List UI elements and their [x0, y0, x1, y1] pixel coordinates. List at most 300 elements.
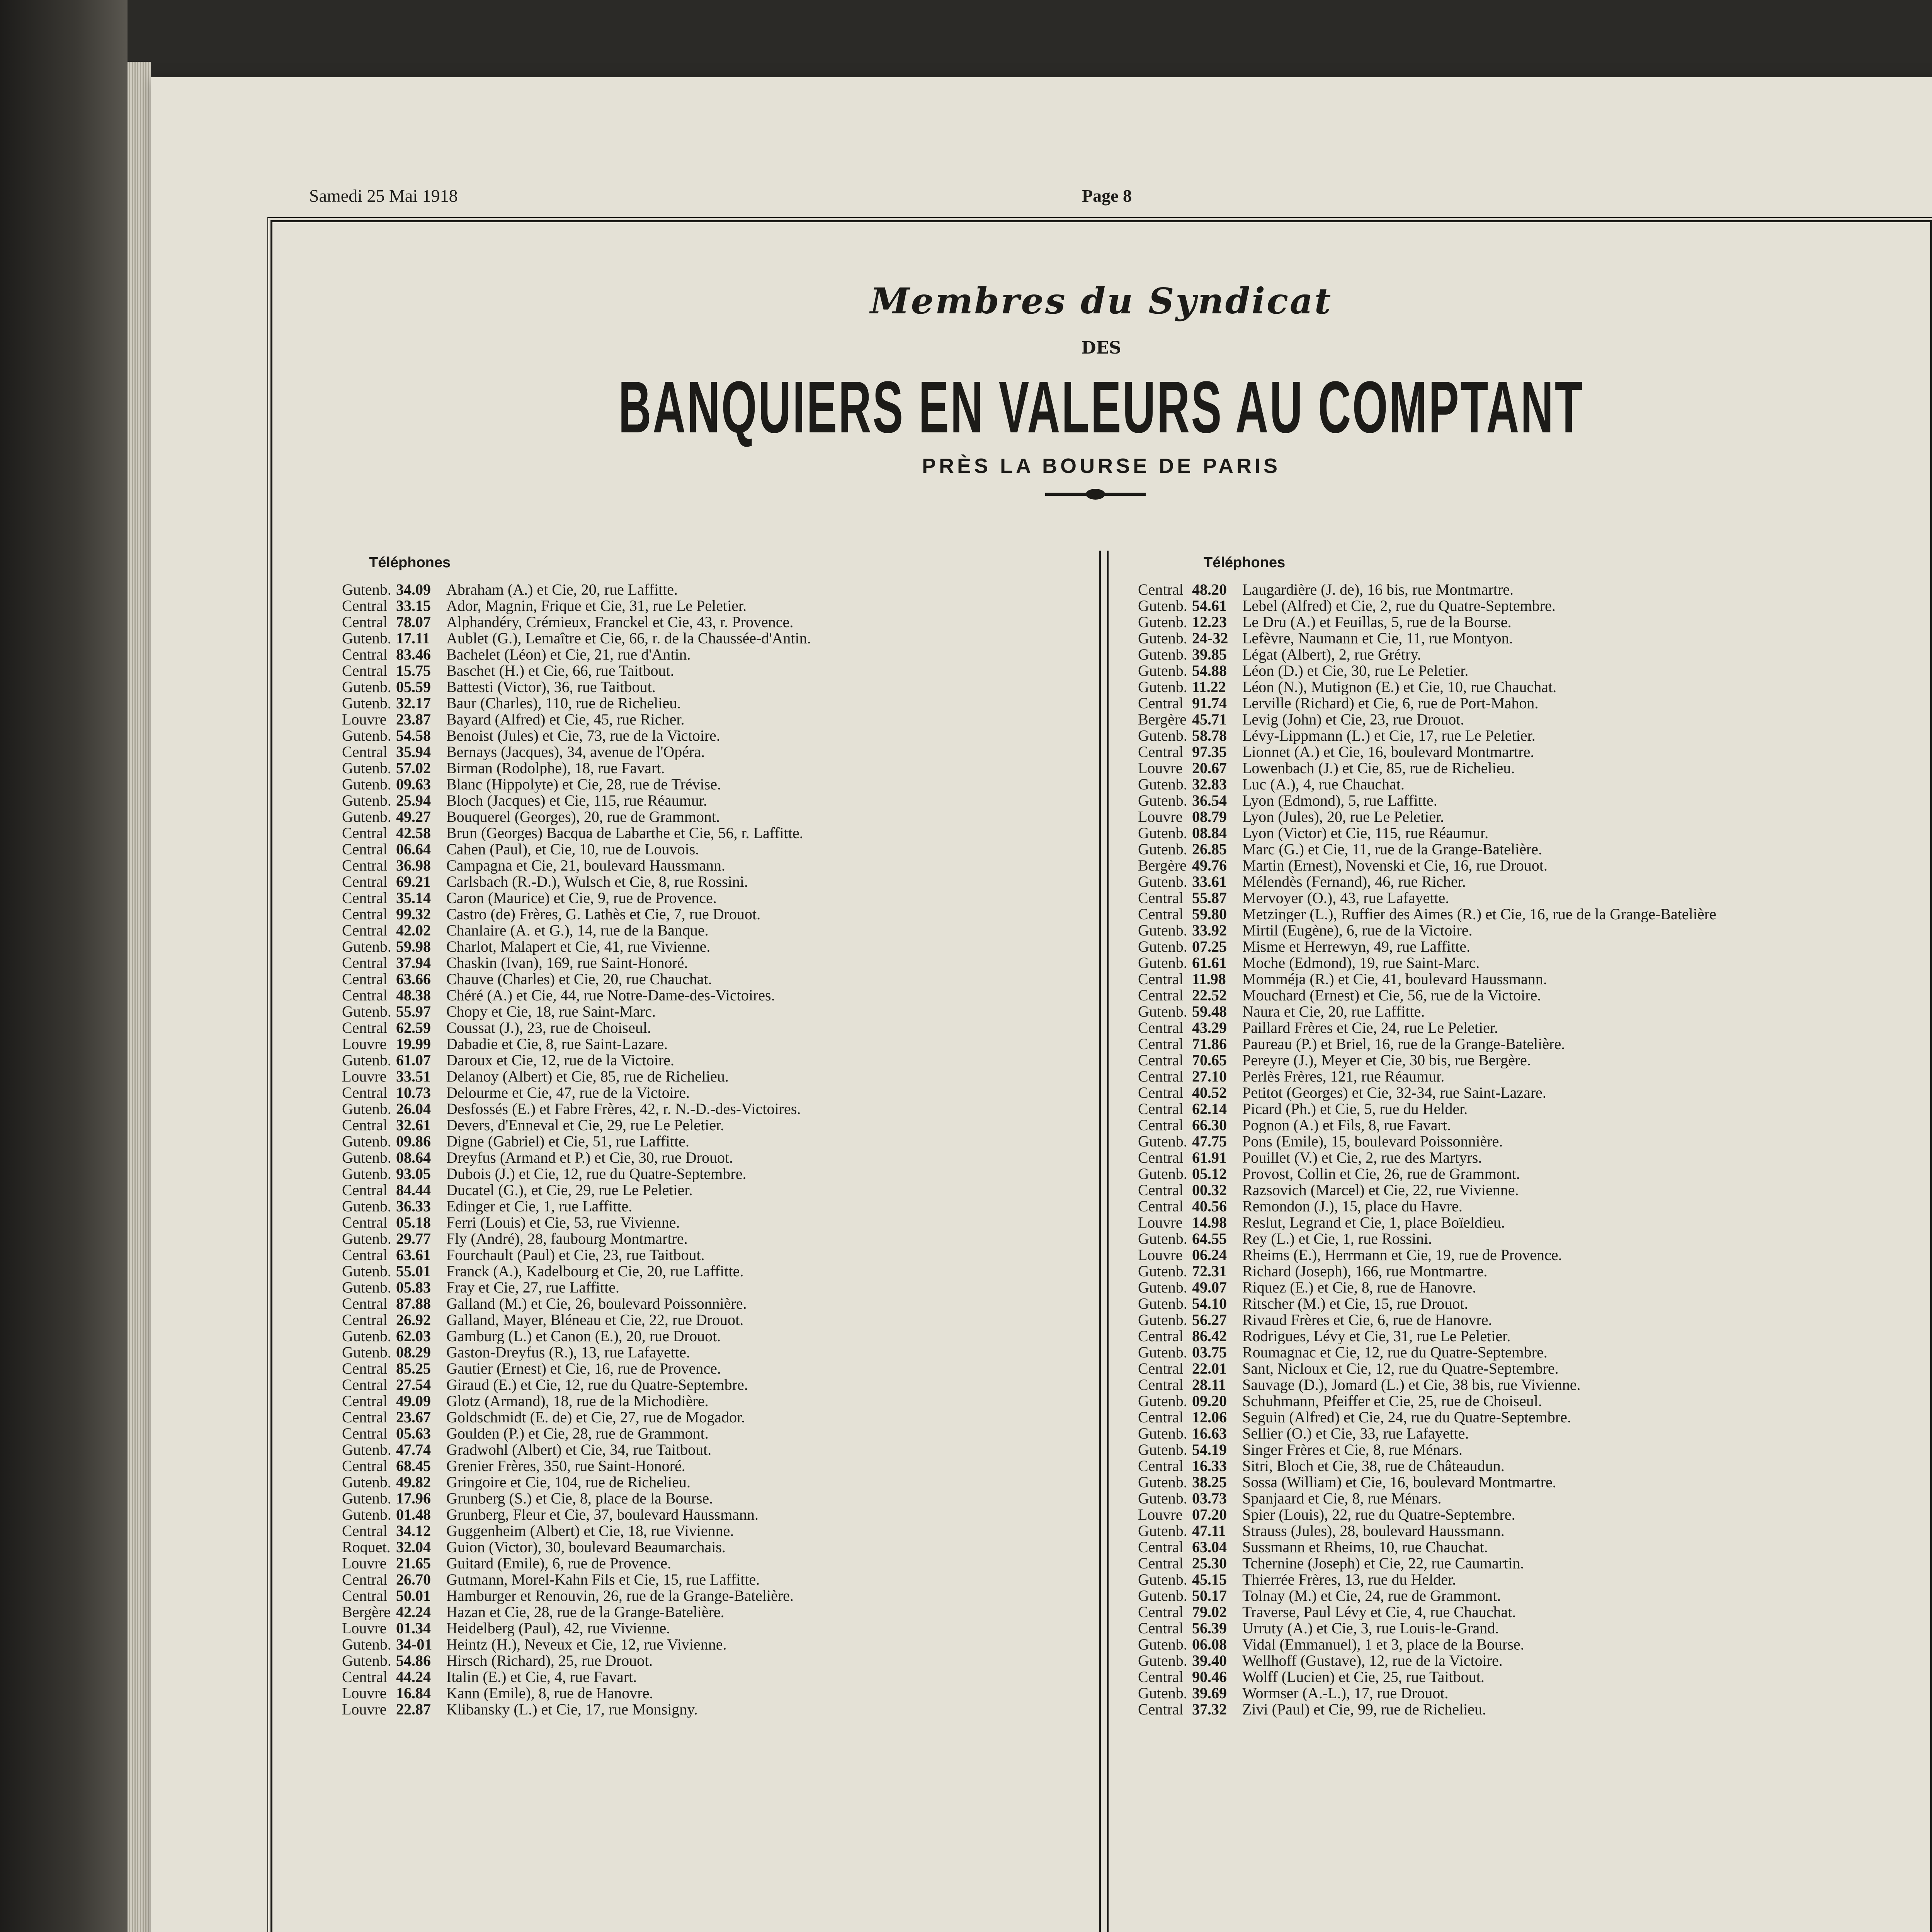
- member-entry: Misme et Herrewyn, 49, rue Laffitte.: [1242, 939, 1471, 955]
- member-entry: Charlot, Malapert et Cie, 41, rue Vivienne.: [446, 939, 711, 955]
- member-phone: 40.56: [1192, 1198, 1227, 1214]
- member-entry: Remondon (J.), 15, place du Havre.: [1242, 1198, 1463, 1214]
- member-row: [1138, 1377, 1922, 1393]
- member-exchange: Gutenb.: [1138, 1312, 1187, 1328]
- member-entry: Lerville (Richard) et Cie, 6, rue de Port-Mahon.: [1242, 695, 1539, 711]
- member-exchange: Gutenb.: [342, 1279, 391, 1296]
- member-phone: 37.94: [396, 955, 431, 971]
- member-exchange: Central: [1138, 1182, 1184, 1198]
- member-phone: 28.11: [1192, 1377, 1226, 1393]
- member-exchange: Central: [1138, 906, 1184, 922]
- members-list-left: [342, 582, 1088, 1718]
- member-row: [342, 1588, 1088, 1604]
- member-exchange: Gutenb.: [342, 728, 391, 744]
- member-row: [342, 906, 1088, 922]
- member-exchange: Central: [342, 1020, 388, 1036]
- member-phone: 29.77: [396, 1231, 431, 1247]
- member-row: [1138, 955, 1922, 971]
- member-phone: 85.25: [396, 1361, 431, 1377]
- member-entry: Ritscher (M.) et Cie, 15, rue Drouot.: [1242, 1296, 1468, 1312]
- member-phone: 01.34: [396, 1620, 431, 1636]
- member-entry: Gamburg (L.) et Canon (E.), 20, rue Drouot.: [446, 1328, 721, 1344]
- member-entry: Levig (John) et Cie, 23, rue Drouot.: [1242, 711, 1464, 728]
- member-entry: Guion (Victor), 30, boulevard Beaumarchais.: [446, 1539, 726, 1555]
- member-row: [342, 1409, 1088, 1425]
- member-entry: Paureau (P.) et Briel, 16, rue de la Grange-Batelière.: [1242, 1036, 1565, 1052]
- member-entry: Pognon (A.) et Fils, 8, rue Favart.: [1242, 1117, 1451, 1133]
- member-phone: 03.73: [1192, 1490, 1227, 1507]
- member-exchange: Gutenb.: [1138, 1588, 1187, 1604]
- member-entry: Giraud (E.) et Cie, 12, rue du Quatre-Septembre.: [446, 1377, 748, 1393]
- member-row: [342, 582, 1088, 598]
- member-entry: Ducatel (G.), et Cie, 29, rue Le Peletier.: [446, 1182, 693, 1198]
- member-row: [342, 1166, 1088, 1182]
- member-exchange: Gutenb.: [342, 1263, 391, 1279]
- member-exchange: Central: [342, 955, 388, 971]
- member-row: [342, 1361, 1088, 1377]
- member-exchange: Gutenb.: [1138, 1133, 1187, 1150]
- member-phone: 36.54: [1192, 793, 1227, 809]
- member-entry: Castro (de) Frères, G. Lathès et Cie, 7, rue Drouot.: [446, 906, 761, 922]
- member-exchange: Central: [342, 1523, 388, 1539]
- member-exchange: Gutenb.: [342, 1328, 391, 1344]
- member-exchange: Bergère: [1138, 711, 1187, 728]
- member-row: [342, 1669, 1088, 1685]
- member-entry: Hazan et Cie, 28, rue de la Grange-Batelière.: [446, 1604, 724, 1620]
- member-phone: 79.02: [1192, 1604, 1227, 1620]
- member-row: [1138, 1361, 1922, 1377]
- member-exchange: Gutenb.: [1138, 728, 1187, 744]
- member-exchange: Louvre: [342, 1068, 387, 1085]
- member-row: [1138, 679, 1922, 695]
- member-row: [342, 1101, 1088, 1117]
- member-exchange: Central: [1138, 971, 1184, 987]
- member-phone: 86.42: [1192, 1328, 1227, 1344]
- member-phone: 50.01: [396, 1588, 431, 1604]
- member-exchange: Central: [342, 906, 388, 922]
- member-entry: Guitard (Emile), 6, rue de Provence.: [446, 1555, 672, 1571]
- member-entry: Bachelet (Léon) et Cie, 21, rue d'Antin.: [446, 646, 691, 663]
- member-entry: Goulden (P.) et Cie, 28, rue de Grammont.: [446, 1425, 709, 1442]
- member-entry: Lebel (Alfred) et Cie, 2, rue du Quatre-Septembre.: [1242, 598, 1556, 614]
- member-phone: 49.82: [396, 1474, 431, 1490]
- member-exchange: Gutenb.: [342, 1231, 391, 1247]
- member-phone: 97.35: [1192, 744, 1227, 760]
- member-entry: Vidal (Emmanuel), 1 et 3, place de la Bourse.: [1242, 1636, 1524, 1653]
- member-entry: Léon (D.) et Cie, 30, rue Le Peletier.: [1242, 663, 1469, 679]
- member-row: [1138, 939, 1922, 955]
- member-row: [1138, 1490, 1922, 1507]
- member-row: [342, 695, 1088, 711]
- member-exchange: Central: [1138, 744, 1184, 760]
- member-phone: 62.03: [396, 1328, 431, 1344]
- member-exchange: Central: [1138, 1036, 1184, 1052]
- member-exchange: Gutenb.: [342, 776, 391, 793]
- member-row: [1138, 1101, 1922, 1117]
- member-exchange: Central: [1138, 1052, 1184, 1068]
- member-phone: 47.75: [1192, 1133, 1227, 1150]
- member-phone: 54.10: [1192, 1296, 1227, 1312]
- member-row: [1138, 695, 1922, 711]
- member-phone: 25.30: [1192, 1555, 1227, 1571]
- member-phone: 16.33: [1192, 1458, 1227, 1474]
- member-phone: 25.94: [396, 793, 431, 809]
- member-entry: Battesti (Victor), 36, rue Taitbout.: [446, 679, 656, 695]
- member-row: [1138, 971, 1922, 987]
- member-row: [342, 1344, 1088, 1361]
- member-entry: Provost, Collin et Cie, 26, rue de Grammont.: [1242, 1166, 1520, 1182]
- member-entry: Bouquerel (Georges), 20, rue de Grammont.: [446, 809, 720, 825]
- member-phone: 39.85: [1192, 646, 1227, 663]
- member-exchange: Gutenb.: [342, 1166, 391, 1182]
- member-row: [1138, 1701, 1922, 1718]
- member-exchange: Louvre: [1138, 760, 1183, 776]
- member-exchange: Central: [342, 971, 388, 987]
- member-entry: Légat (Albert), 2, rue Grétry.: [1242, 646, 1421, 663]
- member-exchange: Gutenb.: [342, 1344, 391, 1361]
- member-row: [342, 1296, 1088, 1312]
- member-phone: 68.45: [396, 1458, 431, 1474]
- member-phone: 49.76: [1192, 857, 1227, 874]
- member-row: [342, 1231, 1088, 1247]
- member-row: [342, 776, 1088, 793]
- column-divider: [1107, 551, 1109, 1932]
- member-phone: 71.86: [1192, 1036, 1227, 1052]
- member-phone: 17.11: [396, 630, 430, 646]
- member-row: [342, 1279, 1088, 1296]
- member-entry: Gutmann, Morel-Kahn Fils et Cie, 15, rue Laffitte.: [446, 1571, 760, 1588]
- member-entry: Bayard (Alfred) et Cie, 45, rue Richer.: [446, 711, 685, 728]
- member-entry: Devers, d'Enneval et Cie, 29, rue Le Peletier.: [446, 1117, 724, 1133]
- member-entry: Seguin (Alfred) et Cie, 24, rue du Quatre-Septembre.: [1242, 1409, 1571, 1425]
- member-phone: 59.80: [1192, 906, 1227, 922]
- telephones-label-left: Téléphones: [369, 554, 451, 571]
- member-phone: 06.64: [396, 841, 431, 857]
- member-exchange: Gutenb.: [342, 1150, 391, 1166]
- member-row: [1138, 1344, 1922, 1361]
- member-row: [1138, 646, 1922, 663]
- member-exchange: Louvre: [342, 1620, 387, 1636]
- member-exchange: Gutenb.: [1138, 1442, 1187, 1458]
- member-entry: Desfossés (E.) et Fabre Frères, 42, r. N.-D.-des-Victoires.: [446, 1101, 801, 1117]
- member-phone: 09.86: [396, 1133, 431, 1150]
- column-divider: [1099, 551, 1101, 1932]
- member-exchange: Central: [1138, 1701, 1184, 1718]
- member-entry: Digne (Gabriel) et Cie, 51, rue Laffitte.: [446, 1133, 690, 1150]
- member-phone: 49.07: [1192, 1279, 1227, 1296]
- member-phone: 16.84: [396, 1685, 431, 1701]
- member-exchange: Central: [1138, 1409, 1184, 1425]
- member-entry: Le Dru (A.) et Feuillas, 5, rue de la Bourse.: [1242, 614, 1512, 630]
- member-entry: Spier (Louis), 22, rue du Quatre-Septembre.: [1242, 1507, 1515, 1523]
- member-phone: 56.27: [1192, 1312, 1227, 1328]
- member-entry: Mervoyer (O.), 43, rue Lafayette.: [1242, 890, 1449, 906]
- member-phone: 26.85: [1192, 841, 1227, 857]
- member-phone: 01.48: [396, 1507, 431, 1523]
- member-row: [1138, 825, 1922, 841]
- member-entry: Gradwohl (Albert) et Cie, 34, rue Taitbout.: [446, 1442, 712, 1458]
- member-row: [342, 1653, 1088, 1669]
- member-exchange: Central: [1138, 1669, 1184, 1685]
- member-entry: Heidelberg (Paul), 42, rue Vivienne.: [446, 1620, 670, 1636]
- member-entry: Mélendès (Fernand), 46, rue Richer.: [1242, 874, 1466, 890]
- member-entry: Lyon (Jules), 20, rue Le Peletier.: [1242, 809, 1444, 825]
- member-phone: 22.87: [396, 1701, 431, 1718]
- member-phone: 34.09: [396, 582, 431, 598]
- member-exchange: Gutenb.: [1138, 614, 1187, 630]
- member-entry: Glotz (Armand), 18, rue de la Michodière.: [446, 1393, 709, 1409]
- member-phone: 19.99: [396, 1036, 431, 1052]
- member-row: [1138, 1685, 1922, 1701]
- member-entry: Paillard Frères et Cie, 24, rue Le Peletier.: [1242, 1020, 1498, 1036]
- member-row: [342, 1620, 1088, 1636]
- member-exchange: Louvre: [342, 1685, 387, 1701]
- member-entry: Lyon (Victor) et Cie, 115, rue Réaumur.: [1242, 825, 1489, 841]
- member-row: [342, 1539, 1088, 1555]
- member-row: [1138, 711, 1922, 728]
- member-entry: Hamburger et Renouvin, 26, rue de la Grange-Batelière.: [446, 1588, 794, 1604]
- member-phone: 84.44: [396, 1182, 431, 1198]
- member-row: [342, 1182, 1088, 1198]
- member-entry: Richard (Joseph), 166, rue Montmartre.: [1242, 1263, 1488, 1279]
- member-phone: 42.24: [396, 1604, 431, 1620]
- member-row: [342, 1685, 1088, 1701]
- member-row: [1138, 1068, 1922, 1085]
- member-row: [342, 711, 1088, 728]
- member-entry: Edinger et Cie, 1, rue Laffitte.: [446, 1198, 633, 1214]
- member-entry: Delanoy (Albert) et Cie, 85, rue de Richelieu.: [446, 1068, 729, 1085]
- member-row: [342, 1571, 1088, 1588]
- member-exchange: Gutenb.: [1138, 1636, 1187, 1653]
- member-exchange: Central: [342, 1361, 388, 1377]
- member-phone: 44.24: [396, 1669, 431, 1685]
- member-phone: 33.15: [396, 598, 431, 614]
- member-exchange: Central: [342, 663, 388, 679]
- member-row: [1138, 857, 1922, 874]
- member-exchange: Central: [342, 1214, 388, 1231]
- member-entry: Luc (A.), 4, rue Chauchat.: [1242, 776, 1405, 793]
- member-row: [342, 679, 1088, 695]
- member-phone: 14.98: [1192, 1214, 1227, 1231]
- member-entry: Wolff (Lucien) et Cie, 25, rue Taitbout.: [1242, 1669, 1485, 1685]
- member-row: [342, 1393, 1088, 1409]
- member-entry: Rodrigues, Lévy et Cie, 31, rue Le Peletier.: [1242, 1328, 1511, 1344]
- member-phone: 23.67: [396, 1409, 431, 1425]
- member-phone: 05.83: [396, 1279, 431, 1296]
- member-phone: 55.87: [1192, 890, 1227, 906]
- member-entry: Sitri, Bloch et Cie, 38, rue de Châteaudun.: [1242, 1458, 1505, 1474]
- member-phone: 70.65: [1192, 1052, 1227, 1068]
- member-exchange: Central: [1138, 1085, 1184, 1101]
- member-row: [342, 971, 1088, 987]
- member-exchange: Central: [1138, 987, 1184, 1003]
- member-exchange: Central: [342, 1085, 388, 1101]
- member-entry: Aublet (G.), Lemaître et Cie, 66, r. de la Chaussée-d'Antin.: [446, 630, 811, 646]
- member-exchange: Gutenb.: [1138, 1685, 1187, 1701]
- member-phone: 42.02: [396, 922, 431, 939]
- member-entry: Urruty (A.) et Cie, 3, rue Louis-le-Grand.: [1242, 1620, 1499, 1636]
- member-row: [1138, 1312, 1922, 1328]
- member-row: [1138, 1263, 1922, 1279]
- member-row: [342, 663, 1088, 679]
- member-entry: Hirsch (Richard), 25, rue Drouot.: [446, 1653, 653, 1669]
- member-entry: Benoist (Jules) et Cie, 73, rue de la Victoire.: [446, 728, 720, 744]
- member-row: [1138, 809, 1922, 825]
- member-row: [342, 1377, 1088, 1393]
- member-exchange: Central: [1138, 1150, 1184, 1166]
- member-entry: Léon (N.), Mutignon (E.) et Cie, 10, rue Chauchat.: [1242, 679, 1557, 695]
- member-phone: 17.96: [396, 1490, 431, 1507]
- member-row: [342, 1150, 1088, 1166]
- member-entry: Coussat (J.), 23, rue de Choiseul.: [446, 1020, 651, 1036]
- member-row: [342, 841, 1088, 857]
- member-entry: Sellier (O.) et Cie, 33, rue Lafayette.: [1242, 1425, 1469, 1442]
- member-entry: Grenier Frères, 350, rue Saint-Honoré.: [446, 1458, 685, 1474]
- member-phone: 21.65: [396, 1555, 431, 1571]
- member-entry: Gringoire et Cie, 104, rue de Richelieu.: [446, 1474, 691, 1490]
- member-phone: 48.20: [1192, 582, 1227, 598]
- member-exchange: Gutenb.: [1138, 1166, 1187, 1182]
- member-exchange: Louvre: [1138, 809, 1183, 825]
- member-entry: Abraham (A.) et Cie, 20, rue Laffitte.: [446, 582, 678, 598]
- title-line2: DES: [1081, 338, 1121, 358]
- member-phone: 11.22: [1192, 679, 1226, 695]
- member-row: [342, 1214, 1088, 1231]
- member-row: [342, 793, 1088, 809]
- member-entry: Bernays (Jacques), 34, avenue de l'Opéra.: [446, 744, 705, 760]
- member-entry: Mouchard (Ernest) et Cie, 56, rue de la Victoire.: [1242, 987, 1541, 1003]
- member-phone: 54.19: [1192, 1442, 1227, 1458]
- member-phone: 33.92: [1192, 922, 1227, 939]
- member-exchange: Central: [1138, 1377, 1184, 1393]
- member-phone: 49.27: [396, 809, 431, 825]
- member-exchange: Central: [342, 1393, 388, 1409]
- member-exchange: Gutenb.: [1138, 1279, 1187, 1296]
- member-row: [1138, 1020, 1922, 1036]
- member-entry: Guggenheim (Albert) et Cie, 18, rue Vivienne.: [446, 1523, 734, 1539]
- member-entry: Daroux et Cie, 12, rue de la Victoire.: [446, 1052, 674, 1068]
- member-exchange: Central: [342, 598, 388, 614]
- member-exchange: Central: [1138, 890, 1184, 906]
- member-phone: 93.05: [396, 1166, 431, 1182]
- member-row: [1138, 1507, 1922, 1523]
- member-exchange: Central: [1138, 1555, 1184, 1571]
- member-phone: 11.98: [1192, 971, 1226, 987]
- member-entry: Wellhoff (Gustave), 12, rue de la Victoire.: [1242, 1653, 1503, 1669]
- member-row: [1138, 1182, 1922, 1198]
- member-row: [342, 1068, 1088, 1085]
- member-row: [342, 1442, 1088, 1458]
- member-entry: Kann (Emile), 8, rue de Hanovre.: [446, 1685, 653, 1701]
- member-row: [1138, 1328, 1922, 1344]
- member-row: [1138, 663, 1922, 679]
- member-exchange: Louvre: [1138, 1214, 1183, 1231]
- member-exchange: Gutenb.: [1138, 1474, 1187, 1490]
- member-row: [342, 1636, 1088, 1653]
- member-phone: 63.04: [1192, 1539, 1227, 1555]
- member-row: [342, 939, 1088, 955]
- member-exchange: Gutenb.: [342, 679, 391, 695]
- member-phone: 78.07: [396, 614, 431, 630]
- member-exchange: Central: [342, 1588, 388, 1604]
- member-row: [1138, 987, 1922, 1003]
- member-phone: 54.86: [396, 1653, 431, 1669]
- member-row: [342, 1020, 1088, 1036]
- member-entry: Caron (Maurice) et Cie, 9, rue de Provence.: [446, 890, 717, 906]
- member-phone: 09.63: [396, 776, 431, 793]
- member-exchange: Central: [342, 890, 388, 906]
- member-entry: Naura et Cie, 20, rue Laffitte.: [1242, 1003, 1425, 1020]
- member-exchange: Central: [342, 1571, 388, 1588]
- member-phone: 39.69: [1192, 1685, 1227, 1701]
- members-list-right: [1138, 582, 1922, 1718]
- member-entry: Baschet (H.) et Cie, 66, rue Taitbout.: [446, 663, 674, 679]
- member-exchange: Louvre: [342, 1701, 387, 1718]
- member-entry: Martin (Ernest), Novenski et Cie, 16, rue Drouot.: [1242, 857, 1548, 874]
- member-exchange: Gutenb.: [1138, 679, 1187, 695]
- member-row: [342, 857, 1088, 874]
- member-row: [342, 890, 1088, 906]
- member-phone: 36.33: [396, 1198, 431, 1214]
- member-phone: 15.75: [396, 663, 431, 679]
- member-phone: 47.74: [396, 1442, 431, 1458]
- member-phone: 08.84: [1192, 825, 1227, 841]
- member-exchange: Louvre: [1138, 1507, 1183, 1523]
- member-exchange: Central: [342, 1377, 388, 1393]
- member-row: [342, 1701, 1088, 1718]
- member-entry: Fly (André), 28, faubourg Montmartre.: [446, 1231, 688, 1247]
- member-exchange: Gutenb.: [1138, 1296, 1187, 1312]
- member-row: [1138, 1474, 1922, 1490]
- member-phone: 06.08: [1192, 1636, 1227, 1653]
- member-exchange: Gutenb.: [1138, 1490, 1187, 1507]
- member-exchange: Gutenb.: [1138, 1263, 1187, 1279]
- member-row: [1138, 906, 1922, 922]
- member-row: [1138, 598, 1922, 614]
- member-row: [342, 1117, 1088, 1133]
- member-entry: Pereyre (J.), Meyer et Cie, 30 bis, rue Bergère.: [1242, 1052, 1531, 1068]
- member-exchange: Gutenb.: [342, 1490, 391, 1507]
- member-phone: 08.64: [396, 1150, 431, 1166]
- member-entry: Traverse, Paul Lévy et Cie, 4, rue Chauchat.: [1242, 1604, 1516, 1620]
- member-exchange: Gutenb.: [1138, 955, 1187, 971]
- member-entry: Klibansky (L.) et Cie, 17, rue Monsigny.: [446, 1701, 698, 1718]
- member-row: [342, 614, 1088, 630]
- member-row: [1138, 1588, 1922, 1604]
- member-phone: 56.39: [1192, 1620, 1227, 1636]
- member-entry: Momméja (R.) et Cie, 41, boulevard Haussmann.: [1242, 971, 1547, 987]
- member-exchange: Gutenb.: [1138, 1571, 1187, 1588]
- member-exchange: Central: [1138, 582, 1184, 598]
- member-exchange: Gutenb.: [1138, 922, 1187, 939]
- title-main: BANQUIERS EN VALEURS AU COMPTANT: [618, 366, 1584, 448]
- member-exchange: Central: [1138, 695, 1184, 711]
- member-exchange: Gutenb.: [1138, 1653, 1187, 1669]
- member-row: [1138, 614, 1922, 630]
- member-phone: 54.61: [1192, 598, 1227, 614]
- member-phone: 12.23: [1192, 614, 1227, 630]
- member-exchange: Gutenb.: [1138, 939, 1187, 955]
- member-phone: 90.46: [1192, 1669, 1227, 1685]
- member-entry: Tolnay (M.) et Cie, 24, rue de Grammont.: [1242, 1588, 1501, 1604]
- member-phone: 00.32: [1192, 1182, 1227, 1198]
- member-entry: Alphandéry, Crémieux, Franckel et Cie, 43, r. Provence.: [446, 614, 794, 630]
- member-exchange: Roquet.: [342, 1539, 391, 1555]
- member-row: [342, 1198, 1088, 1214]
- member-row: [1138, 1003, 1922, 1020]
- member-phone: 62.14: [1192, 1101, 1227, 1117]
- member-entry: Lowenbach (J.) et Cie, 85, rue de Richelieu.: [1242, 760, 1515, 776]
